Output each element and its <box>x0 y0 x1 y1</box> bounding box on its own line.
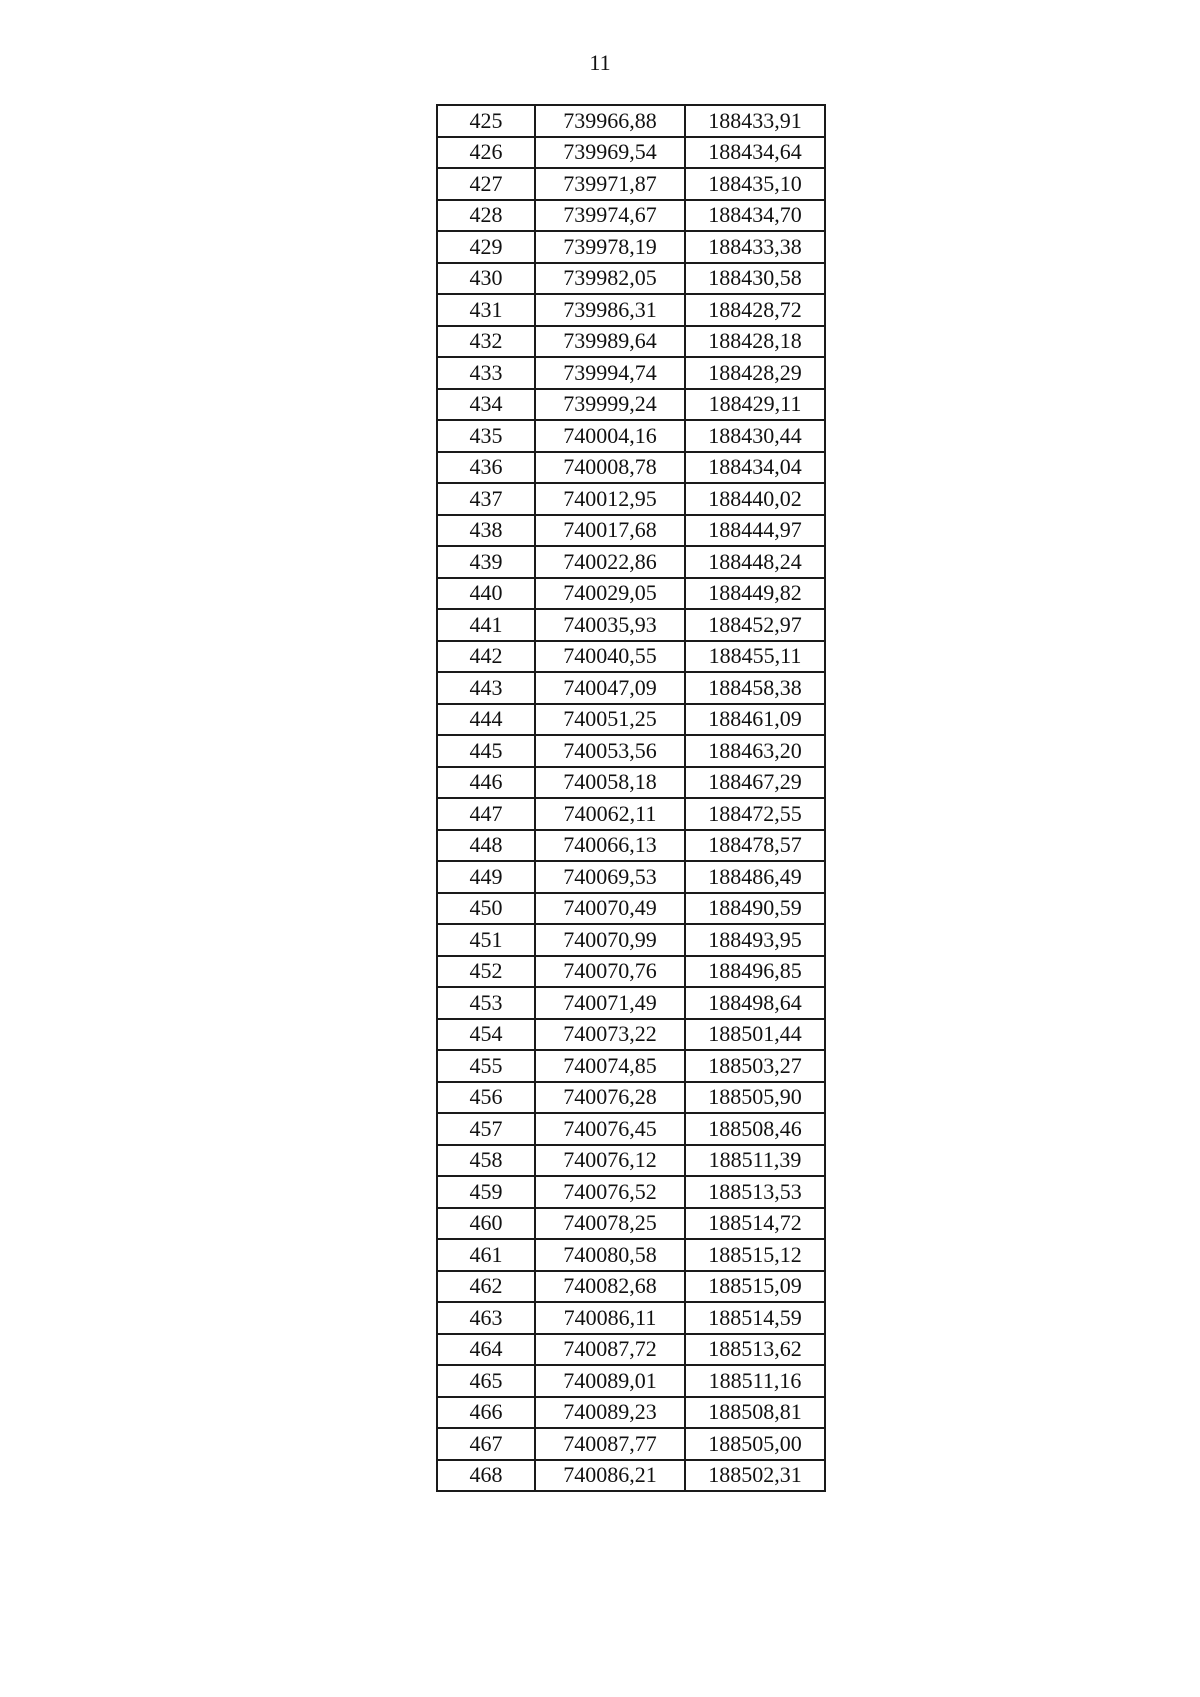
x-coordinate-cell: 740070,49 <box>535 893 685 925</box>
x-coordinate-cell: 740087,77 <box>535 1428 685 1460</box>
table-row <box>437 830 825 862</box>
point-number-cell: 448 <box>437 830 535 862</box>
y-coordinate-cell: 188433,91 <box>685 105 825 137</box>
x-coordinate-cell: 740022,86 <box>535 546 685 578</box>
point-number-cell: 425 <box>437 105 535 137</box>
table-row <box>437 1113 825 1145</box>
y-coordinate-cell: 188501,44 <box>685 1019 825 1051</box>
point-number-cell: 426 <box>437 137 535 169</box>
point-number-cell: 443 <box>437 672 535 704</box>
y-coordinate-cell: 188463,20 <box>685 735 825 767</box>
point-number-cell: 454 <box>437 1019 535 1051</box>
y-coordinate-cell: 188486,49 <box>685 861 825 893</box>
x-coordinate-cell: 740012,95 <box>535 483 685 515</box>
table-row <box>437 483 825 515</box>
y-coordinate-cell: 188505,90 <box>685 1082 825 1114</box>
point-number-cell: 466 <box>437 1397 535 1429</box>
x-coordinate-cell: 740071,49 <box>535 987 685 1019</box>
y-coordinate-cell: 188434,70 <box>685 200 825 232</box>
x-coordinate-cell: 740040,55 <box>535 641 685 673</box>
x-coordinate-cell: 739974,67 <box>535 200 685 232</box>
point-number-cell: 467 <box>437 1428 535 1460</box>
y-coordinate-cell: 188502,31 <box>685 1460 825 1492</box>
x-coordinate-cell: 740073,22 <box>535 1019 685 1051</box>
x-coordinate-cell: 740053,56 <box>535 735 685 767</box>
x-coordinate-cell: 740070,99 <box>535 924 685 956</box>
table-row <box>437 452 825 484</box>
coordinates-table <box>436 104 826 1492</box>
y-coordinate-cell: 188508,81 <box>685 1397 825 1429</box>
table-row <box>437 1428 825 1460</box>
x-coordinate-cell: 739994,74 <box>535 357 685 389</box>
y-coordinate-cell: 188514,59 <box>685 1302 825 1334</box>
y-coordinate-cell: 188434,04 <box>685 452 825 484</box>
table-row <box>437 1302 825 1334</box>
x-coordinate-cell: 740047,09 <box>535 672 685 704</box>
point-number-cell: 434 <box>437 389 535 421</box>
point-number-cell: 459 <box>437 1176 535 1208</box>
table-row <box>437 294 825 326</box>
y-coordinate-cell: 188472,55 <box>685 798 825 830</box>
y-coordinate-cell: 188428,18 <box>685 326 825 358</box>
table-row <box>437 420 825 452</box>
x-coordinate-cell: 740076,52 <box>535 1176 685 1208</box>
y-coordinate-cell: 188513,62 <box>685 1334 825 1366</box>
y-coordinate-cell: 188430,58 <box>685 263 825 295</box>
y-coordinate-cell: 188448,24 <box>685 546 825 578</box>
x-coordinate-cell: 740017,68 <box>535 515 685 547</box>
x-coordinate-cell: 739969,54 <box>535 137 685 169</box>
x-coordinate-cell: 739971,87 <box>535 168 685 200</box>
y-coordinate-cell: 188490,59 <box>685 893 825 925</box>
y-coordinate-cell: 188434,64 <box>685 137 825 169</box>
table-row <box>437 672 825 704</box>
y-coordinate-cell: 188455,11 <box>685 641 825 673</box>
y-coordinate-cell: 188467,29 <box>685 767 825 799</box>
x-coordinate-cell: 740058,18 <box>535 767 685 799</box>
x-coordinate-cell: 739982,05 <box>535 263 685 295</box>
y-coordinate-cell: 188440,02 <box>685 483 825 515</box>
x-coordinate-cell: 739978,19 <box>535 231 685 263</box>
point-number-cell: 435 <box>437 420 535 452</box>
point-number-cell: 432 <box>437 326 535 358</box>
x-coordinate-cell: 740076,12 <box>535 1145 685 1177</box>
point-number-cell: 430 <box>437 263 535 295</box>
x-coordinate-cell: 740035,93 <box>535 609 685 641</box>
point-number-cell: 451 <box>437 924 535 956</box>
y-coordinate-cell: 188461,09 <box>685 704 825 736</box>
x-coordinate-cell: 739986,31 <box>535 294 685 326</box>
table-row <box>437 263 825 295</box>
x-coordinate-cell: 740089,01 <box>535 1365 685 1397</box>
x-coordinate-cell: 740086,21 <box>535 1460 685 1492</box>
table-row <box>437 1082 825 1114</box>
y-coordinate-cell: 188503,27 <box>685 1050 825 1082</box>
y-coordinate-cell: 188493,95 <box>685 924 825 956</box>
table-row <box>437 578 825 610</box>
y-coordinate-cell: 188508,46 <box>685 1113 825 1145</box>
table-row <box>437 1019 825 1051</box>
x-coordinate-cell: 740074,85 <box>535 1050 685 1082</box>
point-number-cell: 460 <box>437 1208 535 1240</box>
x-coordinate-cell: 740069,53 <box>535 861 685 893</box>
page-number: 11 <box>589 50 611 75</box>
point-number-cell: 428 <box>437 200 535 232</box>
point-number-cell: 456 <box>437 1082 535 1114</box>
point-number-cell: 468 <box>437 1460 535 1492</box>
table-row <box>437 1176 825 1208</box>
x-coordinate-cell: 740008,78 <box>535 452 685 484</box>
y-coordinate-cell: 188429,11 <box>685 389 825 421</box>
y-coordinate-cell: 188444,97 <box>685 515 825 547</box>
point-number-cell: 455 <box>437 1050 535 1082</box>
point-number-cell: 449 <box>437 861 535 893</box>
point-number-cell: 452 <box>437 956 535 988</box>
point-number-cell: 444 <box>437 704 535 736</box>
point-number-cell: 461 <box>437 1239 535 1271</box>
x-coordinate-cell: 740086,11 <box>535 1302 685 1334</box>
y-coordinate-cell: 188498,64 <box>685 987 825 1019</box>
y-coordinate-cell: 188449,82 <box>685 578 825 610</box>
point-number-cell: 464 <box>437 1334 535 1366</box>
x-coordinate-cell: 740078,25 <box>535 1208 685 1240</box>
table-row <box>437 231 825 263</box>
point-number-cell: 438 <box>437 515 535 547</box>
y-coordinate-cell: 188513,53 <box>685 1176 825 1208</box>
y-coordinate-cell: 188478,57 <box>685 830 825 862</box>
table-row <box>437 735 825 767</box>
table-row <box>437 1145 825 1177</box>
point-number-cell: 439 <box>437 546 535 578</box>
x-coordinate-cell: 740029,05 <box>535 578 685 610</box>
y-coordinate-cell: 188458,38 <box>685 672 825 704</box>
table-row <box>437 641 825 673</box>
point-number-cell: 457 <box>437 1113 535 1145</box>
point-number-cell: 458 <box>437 1145 535 1177</box>
y-coordinate-cell: 188433,38 <box>685 231 825 263</box>
y-coordinate-cell: 188496,85 <box>685 956 825 988</box>
point-number-cell: 437 <box>437 483 535 515</box>
table-row <box>437 893 825 925</box>
point-number-cell: 441 <box>437 609 535 641</box>
table-row <box>437 105 825 137</box>
table-row <box>437 200 825 232</box>
x-coordinate-cell: 740062,11 <box>535 798 685 830</box>
y-coordinate-cell: 188515,09 <box>685 1271 825 1303</box>
table-row <box>437 798 825 830</box>
y-coordinate-cell: 188515,12 <box>685 1239 825 1271</box>
table-row <box>437 1460 825 1492</box>
x-coordinate-cell: 740066,13 <box>535 830 685 862</box>
x-coordinate-cell: 740070,76 <box>535 956 685 988</box>
y-coordinate-cell: 188428,72 <box>685 294 825 326</box>
table-row <box>437 389 825 421</box>
y-coordinate-cell: 188428,29 <box>685 357 825 389</box>
table-row <box>437 357 825 389</box>
point-number-cell: 465 <box>437 1365 535 1397</box>
table-row <box>437 861 825 893</box>
table-row <box>437 515 825 547</box>
table-row <box>437 1334 825 1366</box>
x-coordinate-cell: 740082,68 <box>535 1271 685 1303</box>
point-number-cell: 463 <box>437 1302 535 1334</box>
point-number-cell: 431 <box>437 294 535 326</box>
table-row <box>437 1239 825 1271</box>
y-coordinate-cell: 188514,72 <box>685 1208 825 1240</box>
y-coordinate-cell: 188511,16 <box>685 1365 825 1397</box>
y-coordinate-cell: 188430,44 <box>685 420 825 452</box>
x-coordinate-cell: 740051,25 <box>535 704 685 736</box>
table-row <box>437 987 825 1019</box>
point-number-cell: 436 <box>437 452 535 484</box>
x-coordinate-cell: 739989,64 <box>535 326 685 358</box>
table-row <box>437 609 825 641</box>
table-row <box>437 168 825 200</box>
y-coordinate-cell: 188511,39 <box>685 1145 825 1177</box>
point-number-cell: 447 <box>437 798 535 830</box>
table-row <box>437 137 825 169</box>
point-number-cell: 433 <box>437 357 535 389</box>
point-number-cell: 450 <box>437 893 535 925</box>
table-row <box>437 767 825 799</box>
table-row <box>437 1208 825 1240</box>
table-row <box>437 704 825 736</box>
x-coordinate-cell: 740080,58 <box>535 1239 685 1271</box>
point-number-cell: 427 <box>437 168 535 200</box>
table-row <box>437 1271 825 1303</box>
x-coordinate-cell: 740087,72 <box>535 1334 685 1366</box>
x-coordinate-cell: 740076,28 <box>535 1082 685 1114</box>
table-row <box>437 1050 825 1082</box>
table-row <box>437 546 825 578</box>
table-row <box>437 1365 825 1397</box>
point-number-cell: 445 <box>437 735 535 767</box>
table-row <box>437 326 825 358</box>
table-row <box>437 1397 825 1429</box>
x-coordinate-cell: 739999,24 <box>535 389 685 421</box>
y-coordinate-cell: 188505,00 <box>685 1428 825 1460</box>
point-number-cell: 442 <box>437 641 535 673</box>
point-number-cell: 462 <box>437 1271 535 1303</box>
y-coordinate-cell: 188435,10 <box>685 168 825 200</box>
x-coordinate-cell: 740076,45 <box>535 1113 685 1145</box>
table-row <box>437 956 825 988</box>
y-coordinate-cell: 188452,97 <box>685 609 825 641</box>
point-number-cell: 453 <box>437 987 535 1019</box>
x-coordinate-cell: 740004,16 <box>535 420 685 452</box>
table-row <box>437 924 825 956</box>
point-number-cell: 440 <box>437 578 535 610</box>
point-number-cell: 446 <box>437 767 535 799</box>
coordinates-table-body <box>437 105 825 1491</box>
x-coordinate-cell: 739966,88 <box>535 105 685 137</box>
x-coordinate-cell: 740089,23 <box>535 1397 685 1429</box>
point-number-cell: 429 <box>437 231 535 263</box>
